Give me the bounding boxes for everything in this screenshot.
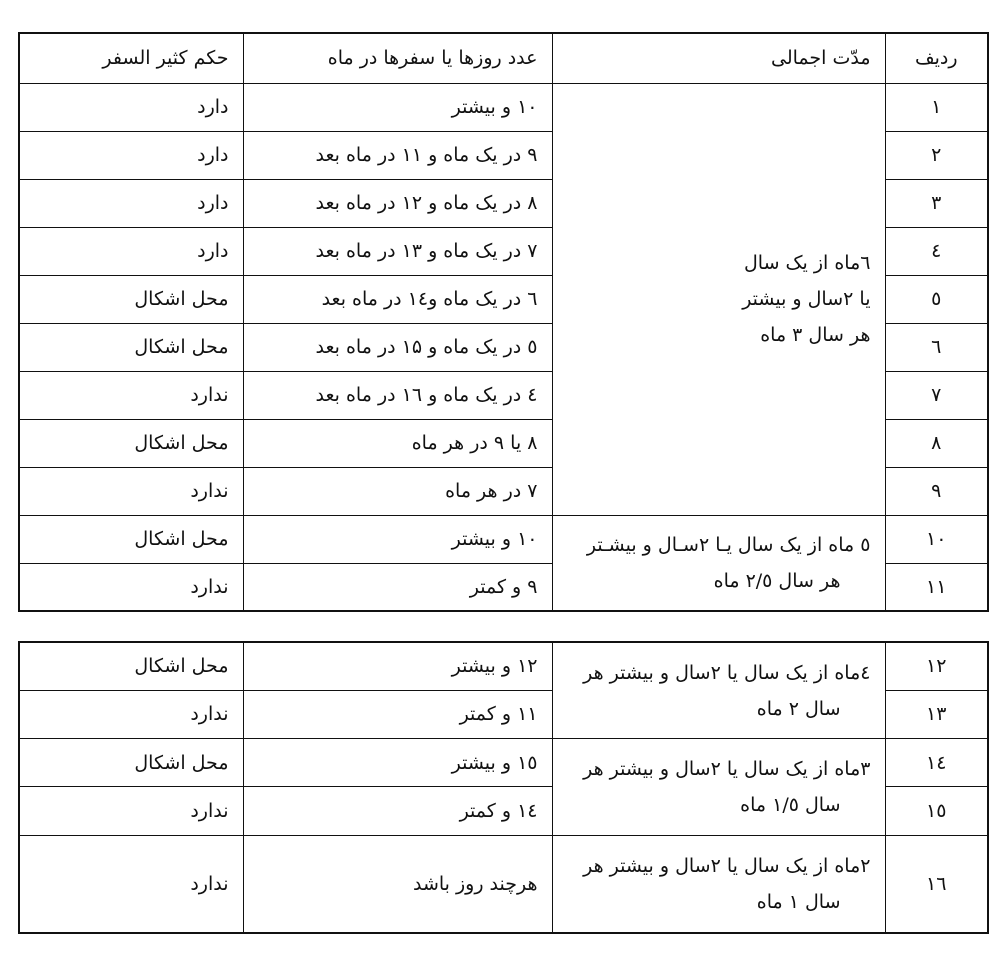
row-number: ٦ (885, 323, 988, 371)
rule-cell: ندارد (19, 690, 243, 738)
row-number: ۱۲ (885, 642, 988, 690)
rule-cell: محل اشکال (19, 275, 243, 323)
row-number: ۹ (885, 467, 988, 515)
row-number: ۱۰ (885, 515, 988, 563)
table-row (19, 739, 988, 787)
row-number: ١٤ (885, 739, 988, 787)
rule-cell: دارد (19, 83, 243, 131)
header-duration: مدّت اجمالی (552, 33, 885, 83)
row-number: ٤ (885, 227, 988, 275)
rule-cell: محل اشکال (19, 323, 243, 371)
table-row (19, 83, 988, 131)
row-number: ٥ (885, 275, 988, 323)
days-cell: ۸ در یک ماه و ۱۲ در ماه بعد (243, 179, 552, 227)
row-number: ۱٥ (885, 787, 988, 835)
row-number: ۳ (885, 179, 988, 227)
rule-cell: ندارد (19, 467, 243, 515)
rule-cell: دارد (19, 227, 243, 275)
rule-cell: محل اشکال (19, 642, 243, 690)
rule-cell: محل اشکال (19, 515, 243, 563)
duration-line: ۳ماه از یک سال یا ۲سال و بیشتر هر (583, 757, 871, 780)
rule-cell: ندارد (19, 835, 243, 933)
days-cell: ١٤ و کمتر (243, 787, 552, 835)
table-row (19, 835, 988, 933)
duration-cell (552, 515, 885, 611)
days-cell: ۹ و کمتر (243, 563, 552, 611)
rule-cell: ندارد (19, 563, 243, 611)
days-cell: ۱٥ و بیشتر (243, 739, 552, 787)
duration-line: ٦ماه از یک سال (743, 252, 871, 274)
duration-line: سال ۲ ماه (756, 697, 841, 720)
days-cell: ۱۱ و کمتر (243, 690, 552, 738)
row-number: ۷ (885, 371, 988, 419)
days-cell: ۹ در یک ماه و ۱۱ در ماه بعد (243, 131, 552, 179)
rule-cell: دارد (19, 179, 243, 227)
row-number: ۱۱ (885, 563, 988, 611)
duration-cell (552, 642, 885, 739)
header-rule: حکم کثیر السفر (19, 33, 243, 83)
table-1 (18, 32, 989, 612)
header-days: عدد روزها یا سفرها در ماه (243, 33, 552, 83)
days-cell: ٤ در یک ماه و ١٦ در ماه بعد (243, 371, 552, 419)
duration-line: یا ۲سال و بیشتر (742, 288, 871, 310)
days-cell: ۱۲ و بیشتر (243, 642, 552, 690)
days-cell: ۱۰ و بیشتر (243, 515, 552, 563)
days-cell: ۸ یا ۹ در هر ماه (243, 419, 552, 467)
duration-line: هر سال ۳ ماه (760, 324, 871, 346)
table-2 (18, 641, 989, 934)
rule-cell: محل اشکال (19, 739, 243, 787)
duration-cell (552, 739, 885, 836)
header-row (19, 33, 988, 83)
duration-line: ٥ ماه از یک سال یـا ۲سـال و بیشـتر (586, 533, 871, 556)
rule-cell: دارد (19, 131, 243, 179)
row-number: ۱ (885, 83, 988, 131)
table-row (19, 515, 988, 563)
duration-cell (552, 835, 885, 933)
days-cell: هرچند روز باشد (243, 835, 552, 933)
rule-cell: ندارد (19, 371, 243, 419)
row-number: ۱۳ (885, 690, 988, 738)
row-number: ۲ (885, 131, 988, 179)
days-cell: ٥ در یک ماه و ۱۵ در ماه بعد (243, 323, 552, 371)
table-row (19, 642, 988, 690)
duration-line: سال ۱/٥ ماه (740, 793, 841, 816)
rule-cell: محل اشکال (19, 419, 243, 467)
days-cell: ۱۰ و بیشتر (243, 83, 552, 131)
duration-line: سال ۱ ماه (756, 890, 841, 913)
days-cell: ۷ در یک ماه و ۱۳ در ماه بعد (243, 227, 552, 275)
days-cell: ۷ در هر ماه (243, 467, 552, 515)
row-number: ١٦ (885, 835, 988, 933)
duration-line: ٤ماه از یک سال یا ۲سال و بیشتر هر (583, 661, 871, 684)
duration-line: ۲ماه از یک سال یا ۲سال و بیشتر هر (583, 854, 871, 877)
days-cell: ٦ در یک ماه و١٤ در ماه بعد (243, 275, 552, 323)
duration-line: هر سال ۲/٥ ماه (713, 569, 841, 592)
rule-cell: ندارد (19, 787, 243, 835)
row-number: ۸ (885, 419, 988, 467)
header-row-number: ردیف (885, 33, 988, 83)
duration-cell (552, 83, 885, 515)
